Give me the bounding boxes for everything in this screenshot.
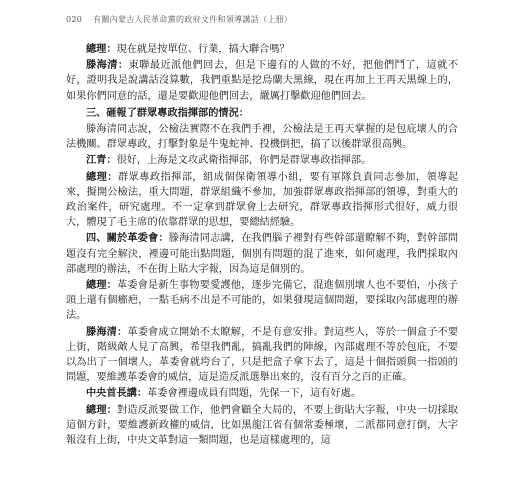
paragraph-text: 很好，上海是文攻武衛指揮部，你們是群眾專政指揮部。 xyxy=(116,155,372,167)
paragraph xyxy=(66,122,458,152)
paragraph-text: 革委會是新生事物要愛護他，逐步完備它，混進個別壞人也不要怕，小孩子頭上還有個癤疤，一點毛病不出是不可能的，如果發現這個問題，要採取內部處理的辦法。 xyxy=(66,280,458,322)
paragraph xyxy=(66,403,458,449)
speaker-label: 總理： xyxy=(86,43,117,55)
document-body xyxy=(66,42,458,449)
speaker-label: 總理： xyxy=(86,279,118,292)
paragraph xyxy=(66,42,458,57)
speaker-label: 總理： xyxy=(86,403,118,416)
page-number: 020 xyxy=(66,15,83,24)
speaker-label: 總理： xyxy=(86,170,118,183)
paragraph-text: 革委會成立開始不太瞭解，不是有意安排。對這些人，等於一個盒子不要上街，階級敵人見了高興，希望我們亂，搞亂我們的陣線，內部處理不等於包庇，不要以為出了一個壞人，革委會就垮台了，只是把盒子拿下去了，這是十個指頭與一指頭的問題，要維護革委會的威信，這是造反派選舉出來的，沒有百分之百的正確。 xyxy=(66,326,459,384)
paragraph xyxy=(66,58,458,104)
paragraph xyxy=(66,153,458,168)
speaker-label: 江青： xyxy=(86,154,117,167)
paragraph-text: 滕海清同志說，公檢法實際不在我們手裡，公檢法是王再天掌握的是包庇壞人的合法機關。群眾專政，打擊對象是牛鬼蛇神、投機倒把，搞了以後群眾很高興。 xyxy=(66,124,458,151)
paragraph xyxy=(66,325,458,386)
paragraph xyxy=(66,170,458,231)
speaker-label: 滕海清： xyxy=(86,325,128,338)
speaker-label: 中央首長講： xyxy=(86,387,148,400)
paragraph-text: 現在就是按單位、行業，搞大聯合嗎？ xyxy=(116,44,290,55)
paragraph-text: 群眾專政指揮部，組成個保衛領導小組，要有軍隊負責同志參加，領導起來，擬開公檢法，重大問題，群眾組織不參加，加強群眾專政指揮部的領導，對重大的政治案件，研究處理。不一定拿到群眾會上去研究，群眾專政指揮形式很好，威力很大，體現了毛主席的依靠群眾的思想，要總結經驗。 xyxy=(66,171,459,229)
speaker-label: 滕海清： xyxy=(86,59,129,72)
paragraph-text: 東聯最近派他們回去，但是下邊有的人做的不好，把他們鬥了，這就不好，證明我是說講話沒算數，我們重點是挖烏蘭夫黑線，現在再加上王再天黑線上的，如果你們同意的話，還是要歡迎他們回去，嚴厲打擊歡迎他們回去。 xyxy=(66,60,459,102)
paragraph xyxy=(66,231,458,277)
paragraph xyxy=(66,278,458,324)
header-title: 有關內蒙古人民革命黨的政府文件和領導講話（上冊） xyxy=(93,15,293,24)
paragraph-text: 對造反派要做工作，他們會顧全大局的，不要上街貼大字報，中央一切採取這個方針，要維護新政權的威信，比如黑龍江省有個常委極壞，二派都同意打倒，大字報沒有上街，中央文革對這一類問題，也是這樣處理的，這 xyxy=(66,404,458,447)
running-header xyxy=(66,14,292,26)
paragraph-text: 滕海清同志講，在我們腦子裡對有些幹部還瞭解不夠，對幹部問題沒有完全解決，裡邊可能出點問題，個別有問題的混了進來，如何處理，我們採取內部處理的辦法，不在街上貼大字報，因為這是個別的。 xyxy=(66,233,459,275)
paragraph-text: 革委會裡邊成員有問題，先保一下，這有好處。 xyxy=(147,388,362,400)
section-label: 四、關於革委會： xyxy=(86,232,169,245)
section-heading: 三、砸報了群眾專政指揮部的情況： xyxy=(86,106,249,119)
paragraph xyxy=(66,386,458,401)
